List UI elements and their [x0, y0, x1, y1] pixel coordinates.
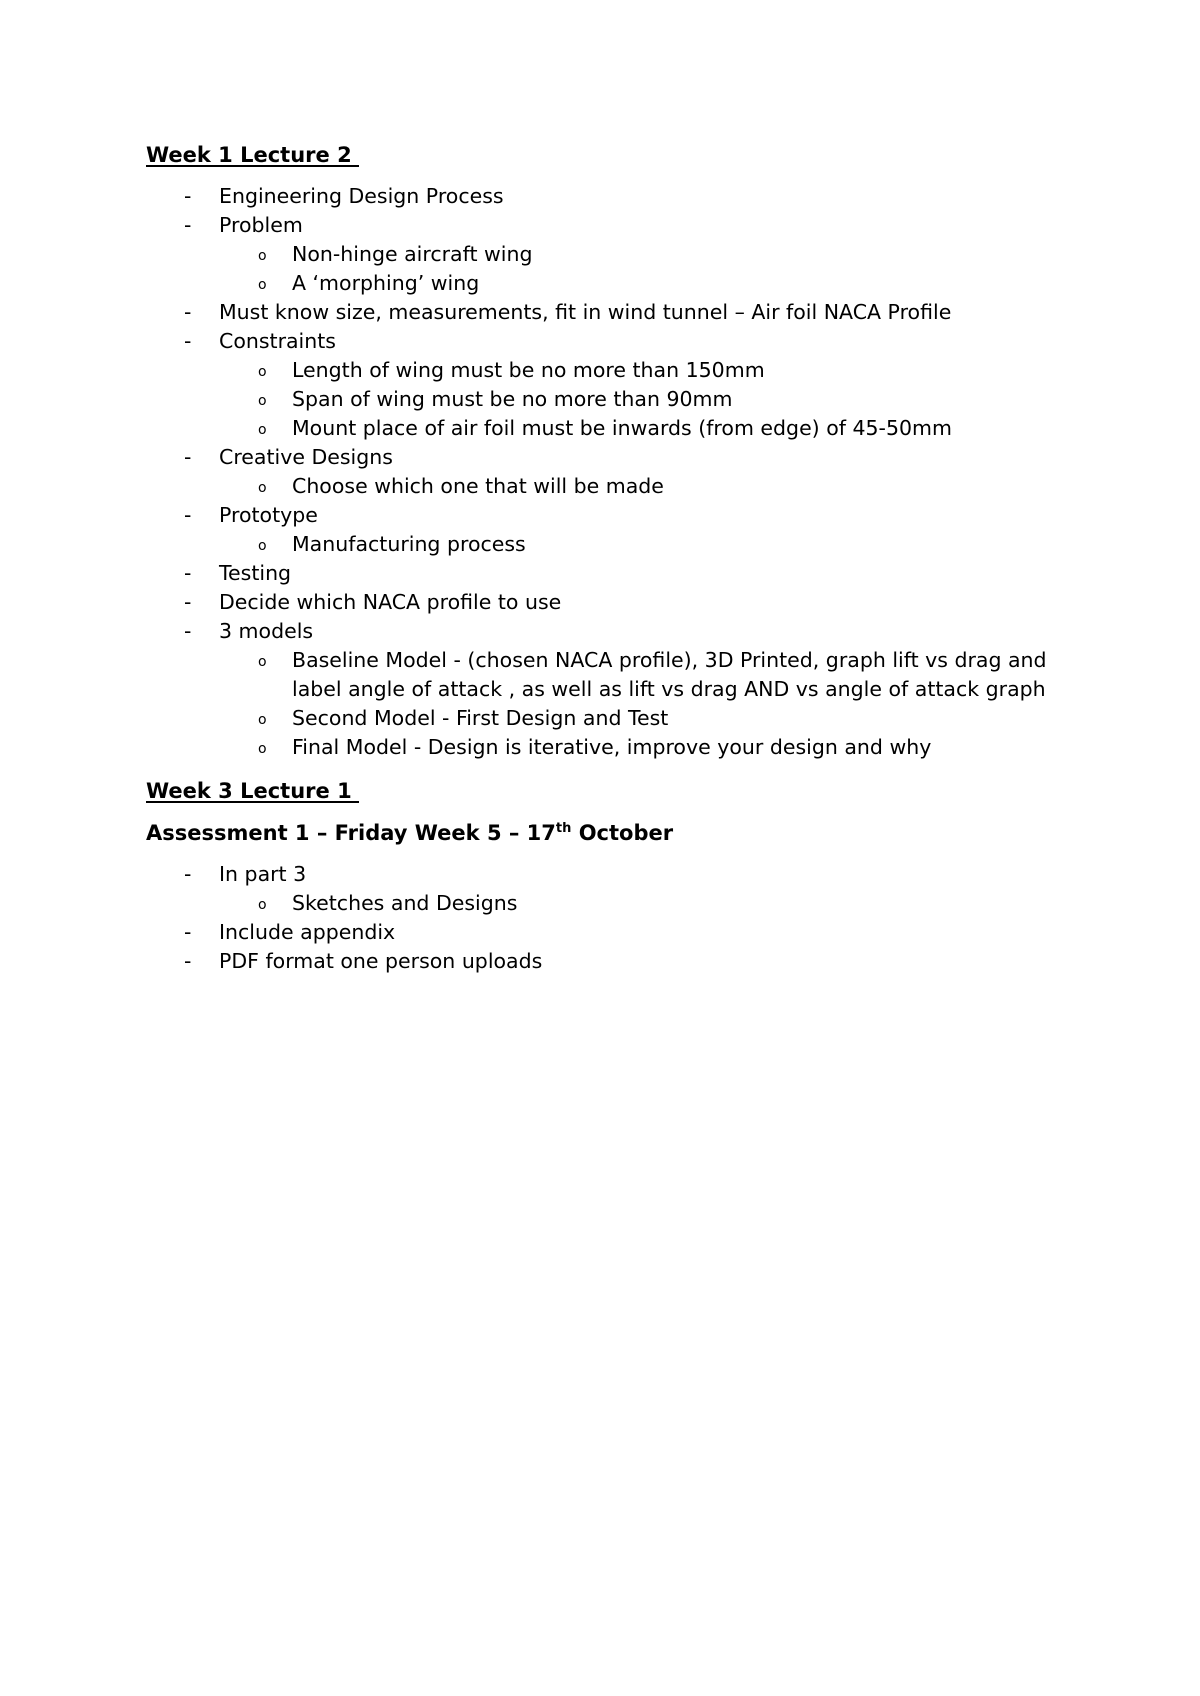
- assessment-superscript: th: [555, 821, 572, 836]
- list-item: [146, 947, 1066, 976]
- list-item-text: Engineering Design Process: [219, 184, 504, 208]
- list-item: [146, 298, 1066, 327]
- sub-list-item-text: Second Model - First Design and Test: [292, 706, 669, 730]
- list-item-text: Decide which NACA profile to use: [219, 590, 562, 614]
- list-item: [146, 327, 1066, 443]
- circle-bullet-icon: o: [258, 654, 267, 670]
- sub-list: [219, 240, 1066, 298]
- list-item: [146, 588, 1066, 617]
- sub-list-item: [219, 414, 1066, 443]
- sub-list-item: [219, 646, 1066, 704]
- sub-list-item-text: Choose which one that will be made: [292, 474, 664, 498]
- sub-list-item-text: A ‘morphing’ wing: [292, 271, 480, 295]
- list-item-text: 3 models: [219, 619, 314, 643]
- sub-list-item-text: Sketches and Designs: [292, 891, 518, 915]
- sub-list: [219, 889, 1066, 918]
- list-item-text: Problem: [219, 213, 303, 237]
- sub-list-item-text: Non-hinge aircraft wing: [292, 242, 533, 266]
- dash-bullet-icon: -: [184, 920, 192, 944]
- document-content: [146, 140, 1066, 988]
- list-item-text: Constraints: [219, 329, 336, 353]
- sub-list-item-text: Baseline Model - (chosen NACA profile), 3D Printed, graph lift vs drag and label angle of attack , as well as lift vs drag AND vs angle of attack graph: [292, 648, 1047, 701]
- dash-bullet-icon: -: [184, 619, 192, 643]
- dash-bullet-icon: -: [184, 862, 192, 886]
- list-item: [146, 559, 1066, 588]
- list-item-text: In part 3: [219, 862, 307, 886]
- list-item-text: Must know size, measurements, fit in wind tunnel – Air foil NACA Profile: [219, 300, 952, 324]
- dash-bullet-icon: -: [184, 949, 192, 973]
- sub-list-item: [219, 240, 1066, 269]
- week3-heading: Week 3 Lecture 1: [146, 779, 359, 803]
- sub-list-item: [219, 889, 1066, 918]
- dash-bullet-icon: -: [184, 184, 192, 208]
- circle-bullet-icon: o: [258, 277, 267, 293]
- sub-list-item: [219, 356, 1066, 385]
- circle-bullet-icon: o: [258, 248, 267, 264]
- sub-list: [219, 356, 1066, 443]
- dash-bullet-icon: -: [184, 503, 192, 527]
- circle-bullet-icon: o: [258, 538, 267, 554]
- circle-bullet-icon: o: [258, 364, 267, 380]
- dash-bullet-icon: -: [184, 329, 192, 353]
- list-item-text: Creative Designs: [219, 445, 393, 469]
- list-item-text: Include appendix: [219, 920, 396, 944]
- sub-list-item-text: Mount place of air foil must be inwards (from edge) of 45-50mm: [292, 416, 952, 440]
- list-item: [146, 182, 1066, 211]
- dash-bullet-icon: -: [184, 445, 192, 469]
- list-item-text: Testing: [219, 561, 292, 585]
- assessment-suffix: October: [571, 821, 674, 845]
- sub-list-item: [219, 385, 1066, 414]
- list-item: [146, 918, 1066, 947]
- circle-bullet-icon: o: [258, 712, 267, 728]
- sub-list-item-text: Final Model - Design is iterative, improve your design and why: [292, 735, 932, 759]
- sub-list-item: [219, 472, 1066, 501]
- week3-list: [146, 860, 1066, 976]
- circle-bullet-icon: o: [258, 897, 267, 913]
- dash-bullet-icon: -: [184, 561, 192, 585]
- list-item-text: Prototype: [219, 503, 318, 527]
- circle-bullet-icon: o: [258, 393, 267, 409]
- sub-list-item: [219, 269, 1066, 298]
- sub-list-item: [219, 530, 1066, 559]
- dash-bullet-icon: -: [184, 590, 192, 614]
- sub-list-item: [219, 733, 1066, 762]
- list-item: [146, 617, 1066, 762]
- list-item-text: PDF format one person uploads: [219, 949, 543, 973]
- sub-list: [219, 646, 1066, 762]
- assessment-prefix: Assessment 1 – Friday Week 5 – 17: [146, 821, 556, 845]
- dash-bullet-icon: -: [184, 300, 192, 324]
- sub-list-item-text: Length of wing must be no more than 150mm: [292, 358, 765, 382]
- sub-list-item-text: Span of wing must be no more than 90mm: [292, 387, 733, 411]
- week1-list: [146, 182, 1066, 762]
- list-item: [146, 501, 1066, 559]
- sub-list-item-text: Manufacturing process: [292, 532, 526, 556]
- week1-heading: Week 1 Lecture 2: [146, 143, 359, 167]
- circle-bullet-icon: o: [258, 480, 267, 496]
- sub-list-item: [219, 704, 1066, 733]
- list-item: [146, 443, 1066, 501]
- circle-bullet-icon: o: [258, 741, 267, 757]
- sub-list: [219, 472, 1066, 501]
- dash-bullet-icon: -: [184, 213, 192, 237]
- list-item: [146, 211, 1066, 298]
- list-item: [146, 860, 1066, 918]
- sub-list: [219, 530, 1066, 559]
- assessment-heading: [146, 818, 1066, 848]
- circle-bullet-icon: o: [258, 422, 267, 438]
